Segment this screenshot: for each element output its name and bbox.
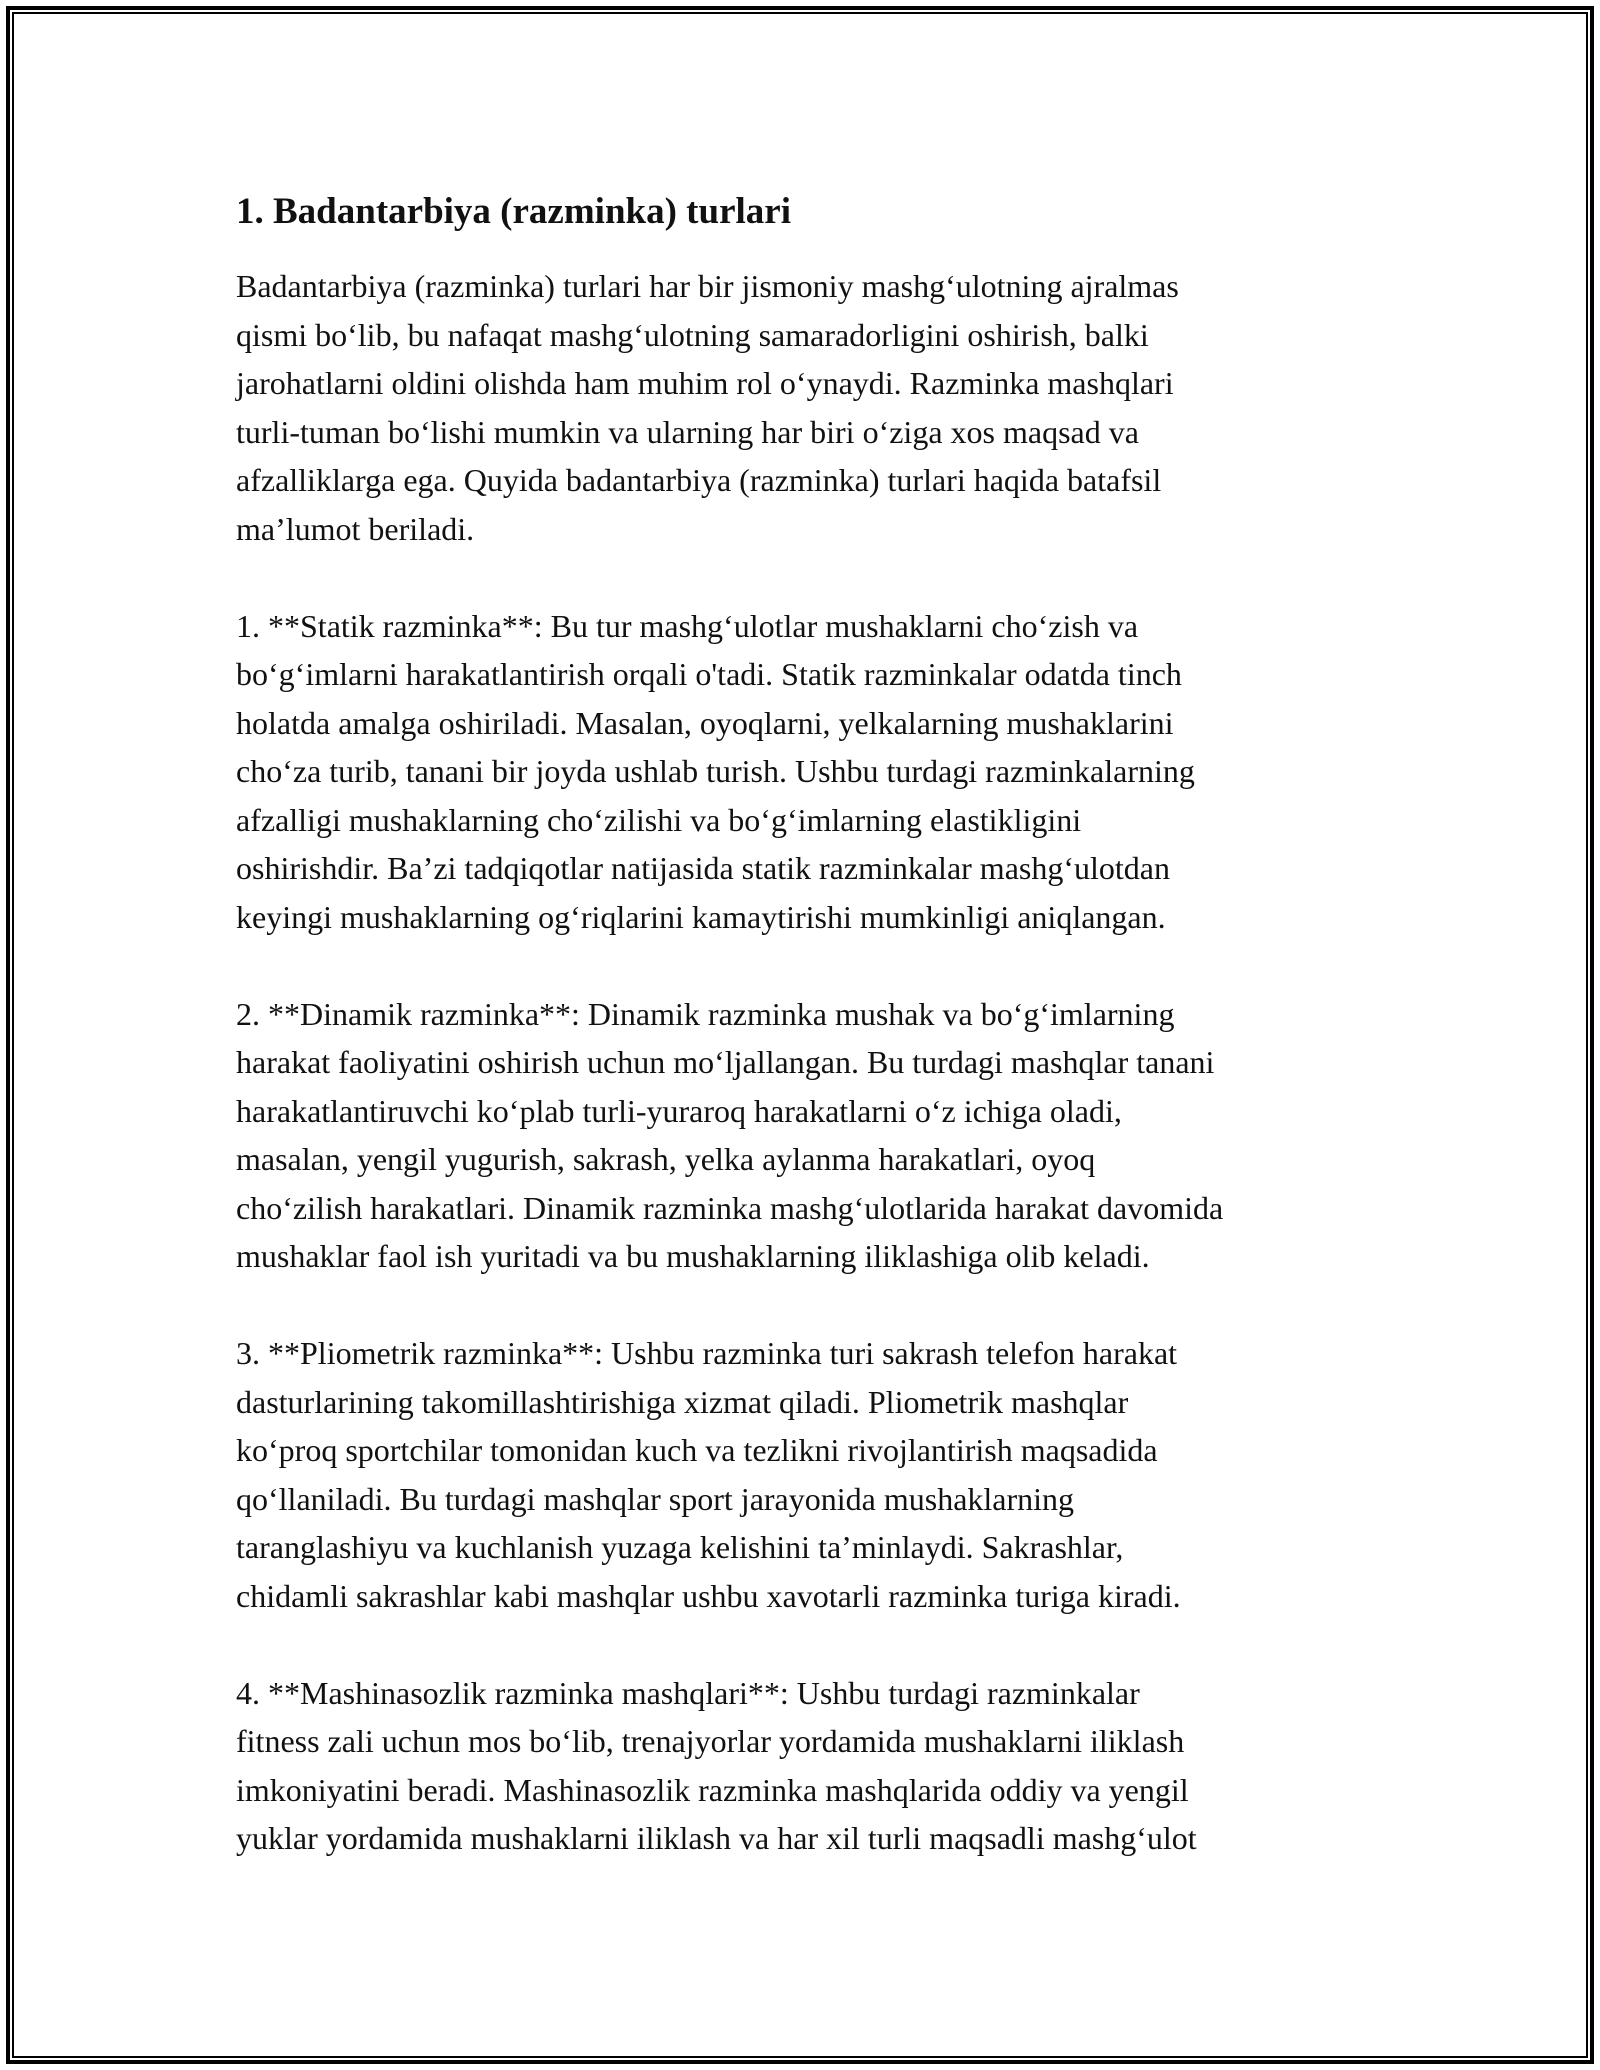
text-line: bo‘g‘imlarni harakatlantirish orqali o'tadi. Statik razminkalar odatda tinch (236, 656, 1182, 692)
section-heading: 1. Badantarbiya (razminka) turlari (236, 191, 791, 232)
text-line: 4. **Mashinasozlik razminka mashqlari**: Ushbu turdagi razminkalar (236, 1674, 1140, 1711)
paragraph-static-warmup (236, 602, 1396, 942)
paragraph-gap (236, 1620, 1396, 1669)
text-line: Badantarbiya (razminka) turlari har bir jismoniy mashg‘ulotning ajralmas (236, 268, 1179, 304)
text-line: 1. **Statik razminka**: Bu tur mashg‘ulotlar mushaklarni cho‘zish va (236, 607, 1139, 644)
text-line: yuklar yordamida mushaklarni iliklash va har xil turli maqsadli mashg‘ulot (236, 1820, 1197, 1856)
text-line: ma’lumot beriladi. (236, 510, 475, 547)
text-line: imkoniyatini beradi. Mashinasozlik razminka mashqlarida oddiy va yengil (236, 1771, 1189, 1808)
text-line: fitness zali uchun mos bo‘lib, trenajyorlar yordamida mushaklarni iliklash (236, 1723, 1185, 1759)
text-line: dasturlarining takomillashtirishiga xizmat qiladi. Pliometrik mashqlar (236, 1383, 1129, 1420)
text-line: holatda amalga oshiriladi. Masalan, oyoqlarni, yelkalarning mushaklarini (236, 704, 1174, 741)
paragraph-gap (236, 941, 1396, 990)
text-line: harakat faoliyatini oshirish uchun mo‘ljallangan. Bu turdagi mashqlar tanani (236, 1044, 1215, 1080)
text-line: 2. **Dinamik razminka**: Dinamik razminka mushak va bo‘g‘imlarning (236, 995, 1175, 1032)
paragraph-intro (236, 262, 1396, 553)
text-line: harakatlantiruvchi ko‘plab turli-yuraroq harakatlarni o‘z ichiga oladi, (236, 1092, 1122, 1129)
document-body (236, 186, 1396, 1863)
text-line: qismi bo‘lib, bu nafaqat mashg‘ulotning samaradorligini oshirish, balki (236, 316, 1149, 353)
paragraph-gap (236, 1281, 1396, 1330)
text-line: chidamli sakrashlar kabi mashqlar ushbu xavotarli razminka turiga kiradi. (236, 1577, 1181, 1614)
text-line: keyingi mushaklarning og‘riqlarini kamaytirishi mumkinligi aniqlangan. (236, 898, 1166, 935)
text-line: jarohatlarni oldini olishda ham muhim rol o‘ynaydi. Razminka mashqlari (236, 365, 1174, 401)
paragraph-dynamic-warmup (236, 990, 1396, 1281)
text-line: qo‘llaniladi. Bu turdagi mashqlar sport jarayonida mushaklarning (236, 1480, 1075, 1517)
text-line: afzalligi mushaklarning cho‘zilishi va bo‘g‘imlarning elastikligini (236, 801, 1082, 838)
text-line: turli-tuman bo‘lishi mumkin va ularning har biri o‘ziga xos maqsad va (236, 413, 1139, 450)
paragraph-gap (236, 553, 1396, 602)
text-line: ko‘proq sportchilar tomonidan kuch va tezlikni rivojlantirish maqsadida (236, 1432, 1158, 1468)
text-line: taranglashiyu va kuchlanish yuzaga kelishini ta’minlaydi. Sakrashlar, (236, 1529, 1124, 1565)
text-line: masalan, yengil yugurish, sakrash, yelka aylanma harakatlari, oyoq (236, 1141, 1096, 1177)
text-line: afzalliklarga ega. Quyida badantarbiya (razminka) turlari haqida batafsil (236, 462, 1162, 498)
text-line: oshirishdir. Ba’zi tadqiqotlar natijasida statik razminkalar mashg‘ulotdan (236, 850, 1170, 886)
text-line: 3. **Pliometrik razminka**: Ushbu razminka turi sakrash telefon harakat (236, 1335, 1178, 1371)
text-line: cho‘za turib, tanani bir joyda ushlab turish. Ushbu turdagi razminkalarning (236, 753, 1195, 789)
paragraph-plyometric-warmup (236, 1329, 1396, 1620)
text-line: mushaklar faol ish yuritadi va bu mushaklarning iliklashiga olib keladi. (236, 1238, 1150, 1274)
paragraph-machine-warmup (236, 1669, 1396, 1863)
text-line: cho‘zilish harakatlari. Dinamik razminka mashg‘ulotlarida harakat davomida (236, 1189, 1224, 1226)
